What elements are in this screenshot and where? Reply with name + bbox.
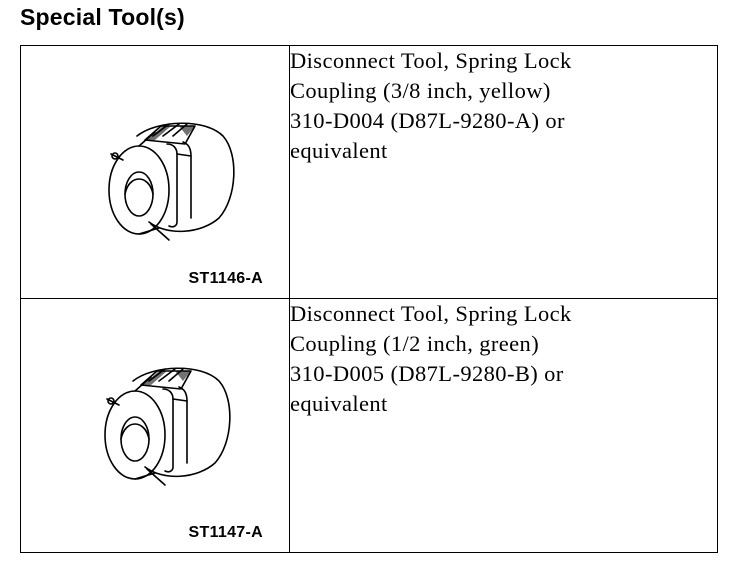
tool-image-cell <box>21 299 290 553</box>
tool-image-cell <box>21 46 290 299</box>
tool-code-label: ST1147-A <box>188 524 263 541</box>
page-heading: Special Tool(s) <box>20 4 185 30</box>
tool-description-cell <box>290 299 718 553</box>
table-row <box>21 299 718 553</box>
spring-lock-disconnect-tool-icon <box>97 114 237 244</box>
tool-description: Disconnect Tool, Spring Lock Coupling (1/2 inch, green) 310-D005 (D87L-9280-B) or equivalent <box>290 301 572 416</box>
tool-description: Disconnect Tool, Spring Lock Coupling (3/8 inch, yellow) 310-D004 (D87L-9280-A) or equivalent <box>290 48 572 163</box>
spring-lock-disconnect-tool-icon <box>93 359 233 489</box>
tool-code-label: ST1146-A <box>188 270 263 287</box>
table-row <box>21 46 718 299</box>
special-tools-table <box>20 45 718 553</box>
tool-description-cell <box>290 46 718 299</box>
